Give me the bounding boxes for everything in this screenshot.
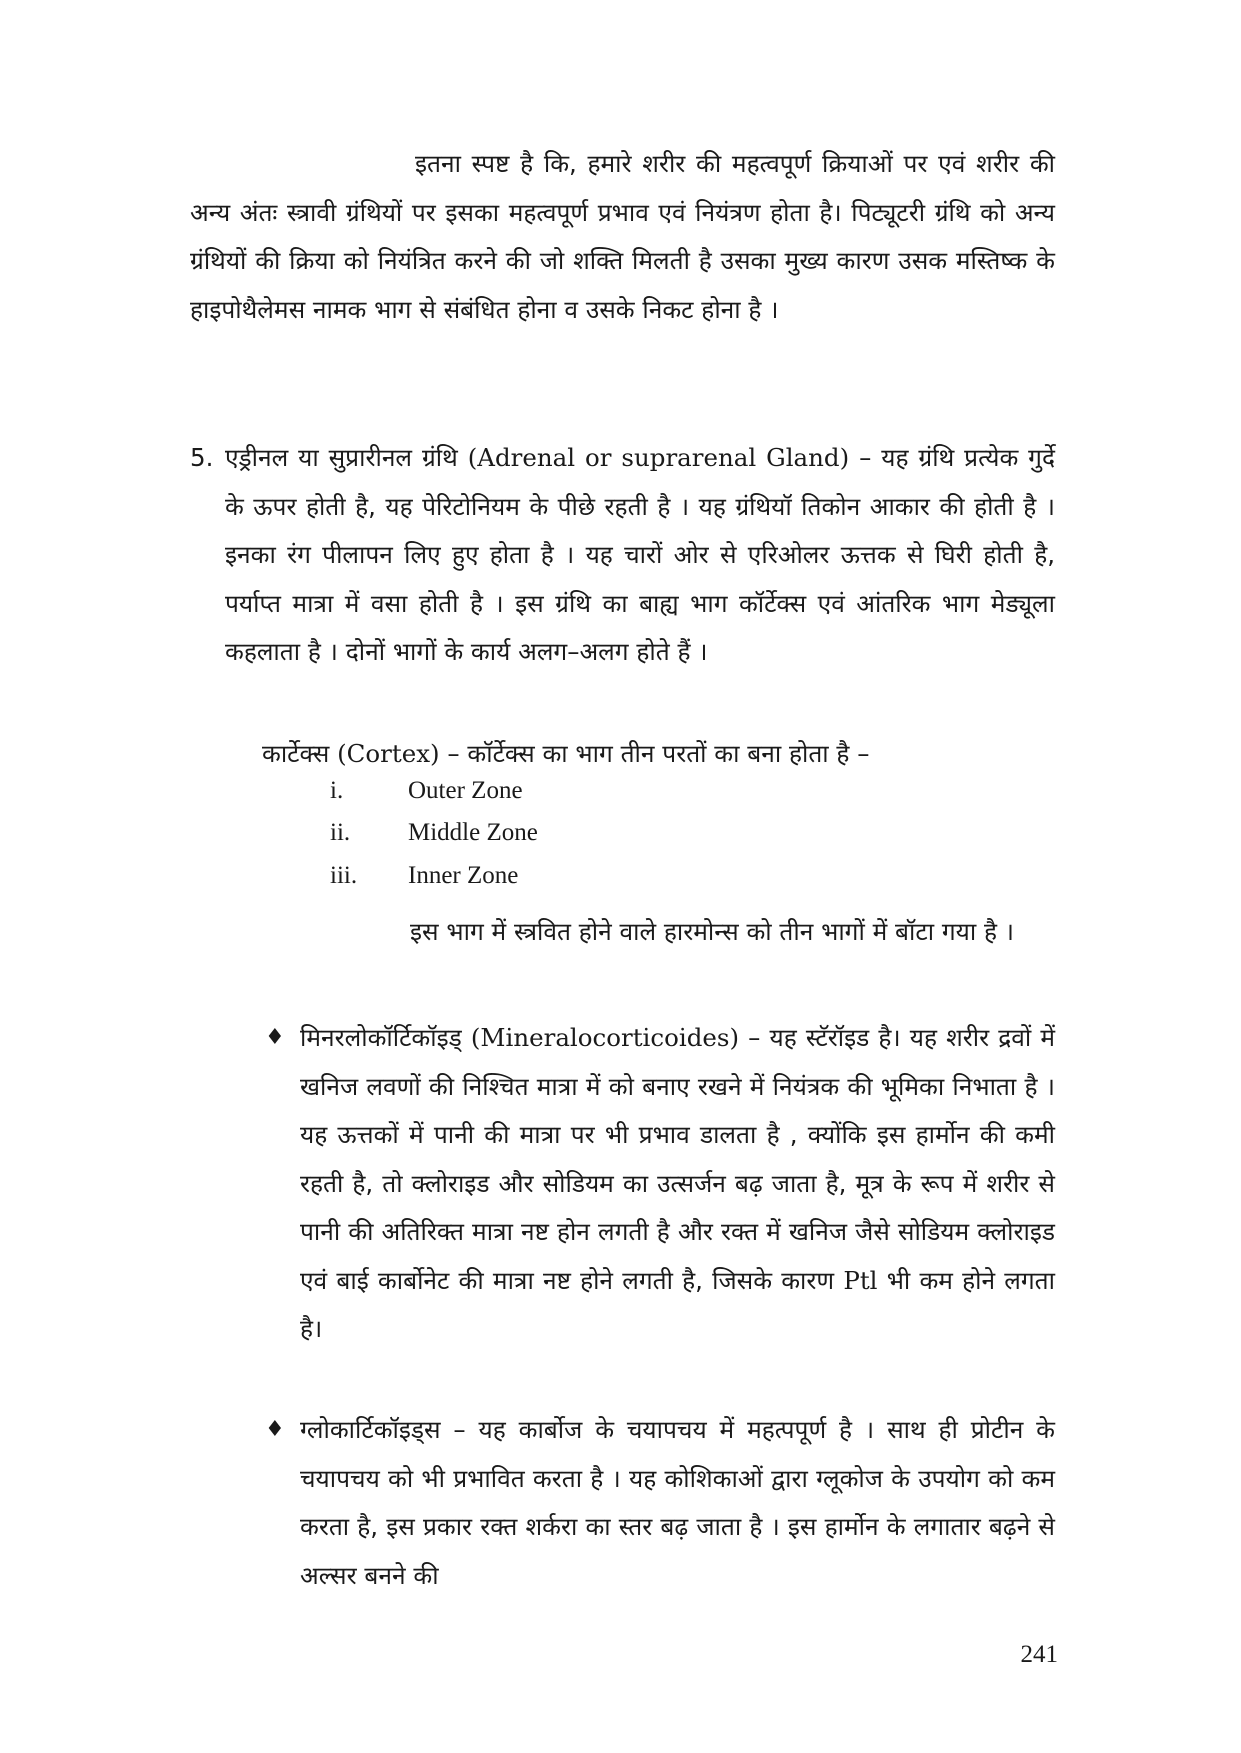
zone-item xyxy=(330,860,630,892)
cortex-line xyxy=(262,730,869,778)
bullet-glucocorticoids: ग्लोकार्टिकॉइड्स – यह कार्बोज के चयापचय में महत्पपूर्ण है । साथ ही प्रोटीन के चयापचय को भी प्रभावित करता है । यह कोशिकाओं द्वारा ग्लूकोज के उपयोग को कम करता है, इस प्रकार रक्त शर्करा का स्तर बढ़ जाता है । इस हार्मोन के लगातार बढ़ने से अल्सर बनने की xyxy=(300,1415,1055,1590)
section-adrenal-text xyxy=(190,434,1055,677)
bullet-text: – यह स्टॅरॉइड है। यह शरीर द्रवों में खनिज लवणों की निश्चित मात्रा में को बनाए रखने में नियंत्रक की भूमिका निभाता है । यह ऊत्तकों में पानी की मात्रा पर भी प्रभाव डालता है , क्योंकि इस हार्मोन की कमी रहती है, तो क्लोराइड और सोडियम का उत्सर्जन बढ़ जाता है, मूत्र के रूप में शरीर से पानी की अतिरिक्त मात्रा नष्ट होन लगती है और रक्त में खनिज जैसे सोडियम क्लोराइड एवं बाई कार्बोनेट की मात्रा नष्ट होने लगती है, जिसके कारण xyxy=(300,1023,1055,1295)
page-number: 241 xyxy=(1020,1641,1058,1668)
zone-number: iii. xyxy=(330,862,358,889)
ptl-term: Ptl xyxy=(843,1265,878,1295)
diamond-bullet-icon: ♦ xyxy=(265,1417,285,1442)
bullet-term-english: (Mineralocorticoides) xyxy=(470,1023,740,1052)
section-number: 5. xyxy=(190,443,214,472)
zone-item xyxy=(330,817,630,849)
zone-label: Middle Zone xyxy=(408,819,538,846)
cortex-term-english: (Cortex) xyxy=(337,739,440,768)
zone-number: i. xyxy=(330,777,344,804)
cortex-term-hindi: कार्टेक्स xyxy=(262,739,330,768)
bullet-term-hindi: मिनरलोकॉर्टिकॉइड् xyxy=(300,1023,462,1052)
cortex-description: – कॉर्टेक्स का भाग तीन परतों का बना होता है – xyxy=(447,739,870,768)
bullet-text-end: भी कम होने लगता है। xyxy=(300,1265,1055,1343)
section-heading-hindi: एड्रीनल या सुप्रारीनल ग्रंथि xyxy=(225,443,458,472)
intro-paragraph: इतना स्पष्ट है कि, हमारे शरीर की महत्वपूर्ण क्रियाओं पर एवं शरीर की अन्य अंतः स्त्रावी ग्रंथियों पर इसका महत्वपूर्ण प्रभाव एवं नियंत्रण होता है। पिट्यूटरी ग्रंथि को अन्य ग्रंथियों की क्रिया को नियंत्रित करने की जो शक्ति मिलती है उसका मुख्य कारण उसक मस्तिष्क के हाइपोथैलेमस नामक भाग से संबंधित होना व उसके निकट होना है । xyxy=(190,149,1055,324)
section-adrenal-gland xyxy=(190,434,1055,677)
section-body: – यह ग्रंथि प्रत्येक गुर्दे के ऊपर होती है, यह पेरिटोनियम के पीछे रहती है । यह ग्रंथियॉ तिकोन आकार की होती है । इनका रंग पीलापन लिए हुए होता है । यह चारों ओर से एरिओलर ऊत्तक से घिरी होती है, पर्याप्त मात्रा में वसा होती है । इस ग्रंथि का बाह्य भाग कॉर्टेक्स एवं आंतरिक भाग मेड्यूला कहलाता है । दोनों भागों के कार्य अलग–अलग होते हैं । xyxy=(225,443,1055,666)
hormones-paragraph: इस भाग में स्त्रवित होने वाले हारमोन्स को तीन भागों में बॉटा गया है । xyxy=(410,917,1015,946)
diamond-bullet-icon: ♦ xyxy=(265,1025,285,1050)
zone-number: ii. xyxy=(330,819,351,846)
zone-item xyxy=(330,775,630,807)
zone-label: Outer Zone xyxy=(408,777,523,804)
bullet-mineralocorticoids xyxy=(300,1014,1055,1354)
zone-label: Inner Zone xyxy=(408,862,519,889)
section-heading-english: (Adrenal or suprarenal Gland) xyxy=(467,443,850,472)
